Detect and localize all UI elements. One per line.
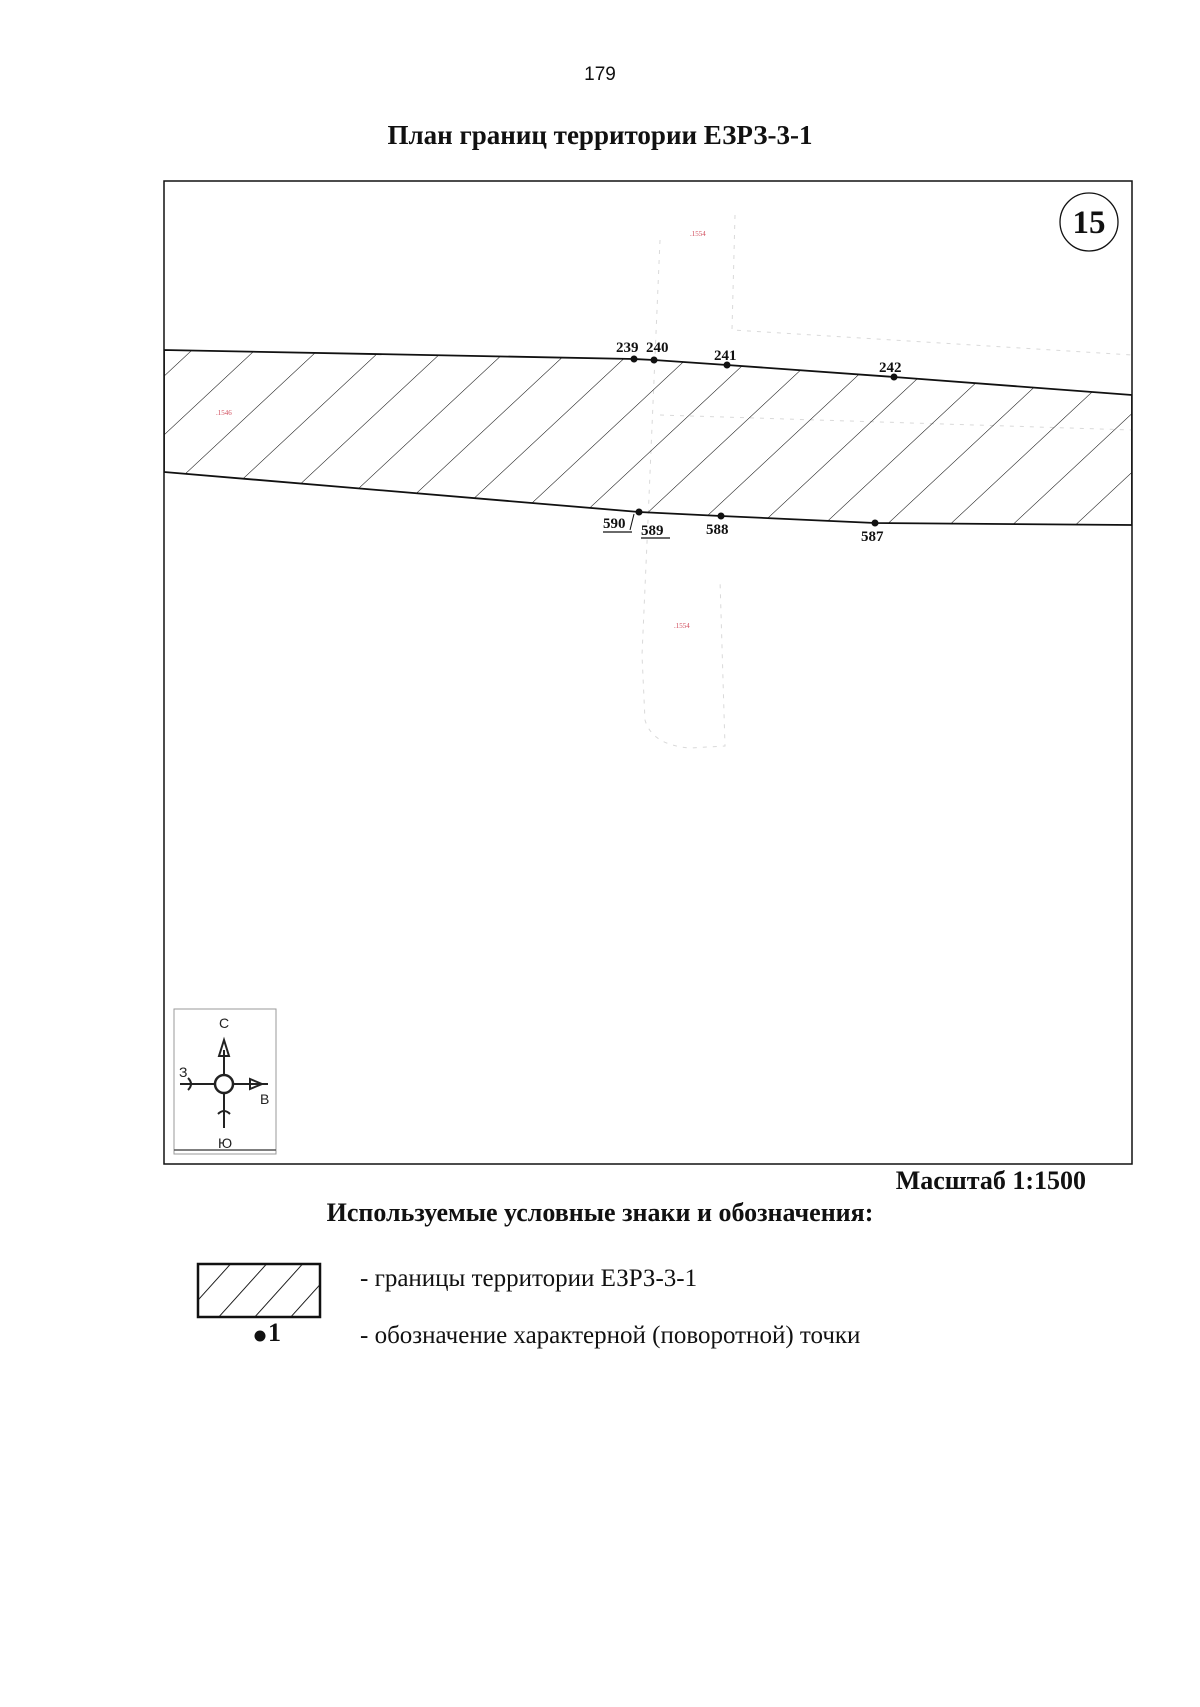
cadastral-label: .1554	[674, 622, 690, 630]
point-label: 241	[714, 348, 737, 364]
legend-title: Используемые условные знаки и обозначения:	[326, 1198, 874, 1227]
compass-rose	[174, 1009, 276, 1154]
compass-east: В	[260, 1091, 270, 1107]
page-number: 179	[584, 64, 616, 85]
sheet-number: 15	[1072, 205, 1106, 241]
legend-point-symbol	[255, 1331, 266, 1342]
point-label: 588	[706, 522, 729, 538]
point-label: 589	[641, 523, 664, 539]
legend-point-text: - обозначение характерной (поворотной) точки	[360, 1322, 861, 1349]
point-marker	[872, 520, 879, 527]
compass-west: З	[179, 1064, 188, 1080]
point-label: 242	[879, 360, 902, 376]
legend-hatch-symbol	[198, 1264, 320, 1317]
compass-south: Ю	[218, 1135, 233, 1151]
map-scale: Масштаб 1:1500	[895, 1166, 1086, 1195]
point-marker	[636, 509, 643, 516]
point-marker	[718, 513, 725, 520]
map-frame	[164, 181, 1132, 1164]
territory-boundary	[164, 350, 1132, 525]
point-label: 239	[616, 340, 639, 356]
point-label: 240	[646, 340, 669, 356]
legend-boundary-text: - границы территории ЕЗРЗ-3-1	[360, 1265, 698, 1292]
cadastral-label: .1546	[216, 409, 232, 417]
sheet-number-badge	[1060, 193, 1118, 251]
point-label: 587	[861, 529, 884, 545]
point-marker	[651, 357, 658, 364]
page-title: План границ территории ЕЗРЗ-3-1	[387, 120, 813, 150]
point-label: 590	[603, 516, 626, 532]
compass-north: С	[219, 1015, 230, 1031]
point-marker	[631, 356, 638, 363]
cadastral-label: .1554	[690, 230, 706, 238]
legend-point-label: 1	[268, 1318, 281, 1347]
